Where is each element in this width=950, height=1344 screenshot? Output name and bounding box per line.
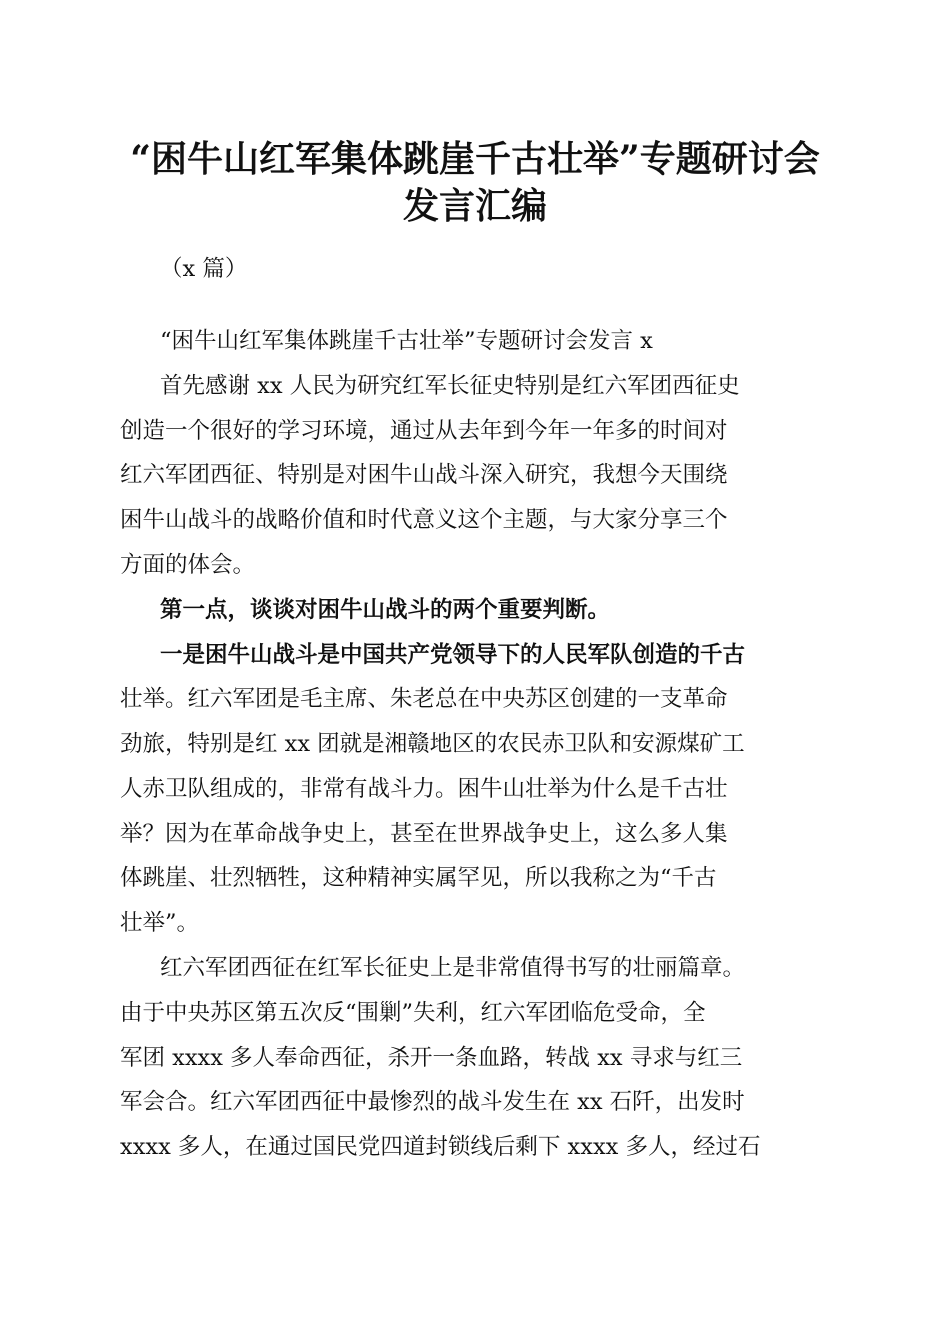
- paragraph-line: 壮举。红六军团是毛主席、朱老总在中央苏区创建的一支革命: [120, 686, 728, 712]
- document-title-line-1: “困牛山红军集体跳崖千古壮举”专题研讨会: [130, 138, 820, 180]
- document-title-line-2: 发言汇编: [402, 185, 547, 227]
- paragraph-line: 困牛山战斗的战略价值和时代意义这个主题，与大家分享三个: [120, 507, 728, 533]
- section-heading: 第一点，谈谈对困牛山战斗的两个重要判断。: [160, 597, 611, 623]
- paragraph-line: 红六军团西征在红军长征史上是非常值得书写的壮丽篇章。: [160, 955, 746, 981]
- paragraph-line: 体跳崖、壮烈牺牲，这种精神实属罕见，所以我称之为“千古: [120, 865, 717, 891]
- paragraph-line: 军会合。红六军团西征中最惨烈的战斗发生在 xx 石阡，出发时: [120, 1089, 745, 1115]
- article-count-note: （x 篇）: [160, 256, 248, 282]
- paragraph-line: 创造一个很好的学习环境，通过从去年到今年一年多的时间对: [120, 418, 728, 444]
- paragraph-line: 壮举”。: [120, 910, 200, 936]
- paragraph-line: 劲旅，特别是红 xx 团就是湘赣地区的农民赤卫队和安源煤矿工: [120, 731, 745, 757]
- paragraph-line: 首先感谢 xx 人民为研究红军长征史特别是红六军团西征史: [160, 373, 740, 399]
- paragraph-line: 举？因为在革命战争史上，甚至在世界战争史上，这么多人集: [120, 821, 728, 847]
- speech-subtitle: “困牛山红军集体跳崖千古壮举”专题研讨会发言 x: [160, 328, 653, 354]
- paragraph-lead-line: 一是困牛山战斗是中国共产党领导下的人民军队创造的千古: [160, 642, 746, 668]
- paragraph-line: 人赤卫队组成的，非常有战斗力。困牛山壮举为什么是千古壮: [120, 776, 728, 802]
- paragraph-line: 方面的体会。: [120, 552, 256, 578]
- paragraph-line: 军团 xxxx 多人奉命西征，杀开一条血路，转战 xx 寻求与红三: [120, 1045, 743, 1071]
- paragraph-line: 红六军团西征、特别是对困牛山战斗深入研究，我想今天围绕: [120, 462, 728, 488]
- paragraph-line: xxxx 多人，在通过国民党四道封锁线后剩下 xxxx 多人，经过石: [120, 1134, 761, 1160]
- paragraph-line: 由于中央苏区第五次反“围剿”失利，红六军团临危受命，全: [120, 1000, 706, 1026]
